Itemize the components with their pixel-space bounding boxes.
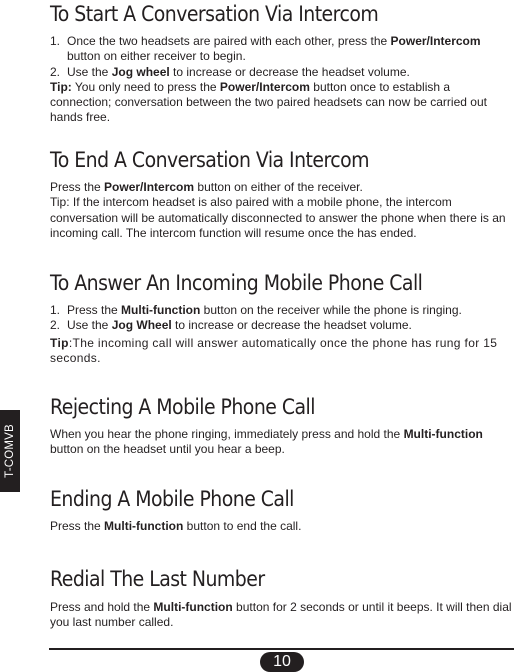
start-step-1: 1. Once the two headsets are paired with each other, press the Power/Intercom button on either receiver to begin. [50, 34, 481, 64]
heading-answer-call: To Answer An Incoming Mobile Phone Call [50, 271, 423, 295]
section-end-call [50, 487, 514, 534]
answer-step-2: 2. Use the Jog Wheel to increase or decrease the headset volume. [50, 318, 412, 333]
start-tip: Tip: You only need to press the Power/Intercom button once to establish a connection; conversation between the two paired headsets can now be carried out hands free. [50, 79, 487, 125]
side-tab-label: T-COMVB [4, 424, 16, 478]
end-step: Press the Power/Intercom button on either of the receiver. [50, 180, 363, 194]
page-number-badge: 10 [260, 652, 304, 672]
section-end-intercom [50, 148, 514, 241]
start-step-2: 2. Use the Jog wheel to increase or decrease the headset volume. [50, 64, 410, 79]
heading-end-intercom: To End A Conversation Via Intercom [50, 148, 370, 172]
section-redial [50, 567, 514, 631]
redial-instructions: Press and hold the Multi-function button for 2 seconds or until it beeps. It will then dial you last number called. [50, 600, 512, 630]
heading-end-call: Ending A Mobile Phone Call [50, 487, 294, 511]
heading-start-intercom: To Start A Conversation Via Intercom [50, 2, 379, 26]
footer-divider [49, 648, 514, 650]
section-reject-call [50, 395, 514, 458]
side-tab-model [0, 410, 20, 492]
end-call-instructions: Press the Multi-function button to end the call. [50, 519, 302, 533]
heading-reject-call: Rejecting A Mobile Phone Call [50, 395, 315, 419]
section-start-intercom [50, 2, 514, 126]
section-answer-call [50, 271, 514, 366]
start-instructions [50, 34, 514, 126]
answer-tip: Tip:The incoming call will answer automatically once the phone has rung for 15 seconds. [50, 335, 498, 365]
answer-step-1: 1. Press the Multi-function button on the receiver while the phone is ringing. [50, 303, 462, 317]
end-instructions [50, 180, 514, 241]
end-tip: Tip: If the intercom headset is also paired with a mobile phone, the intercom conversation will be automatically disconnected to answer the phone when there is an incoming call. The intercom function will resume once the has ended. [50, 195, 506, 240]
reject-instructions: When you hear the phone ringing, immediately press and hold the Multi-function button on the headset until you hear a beep. [50, 427, 483, 457]
heading-redial: Redial The Last Number [50, 567, 265, 591]
answer-instructions [50, 303, 514, 366]
